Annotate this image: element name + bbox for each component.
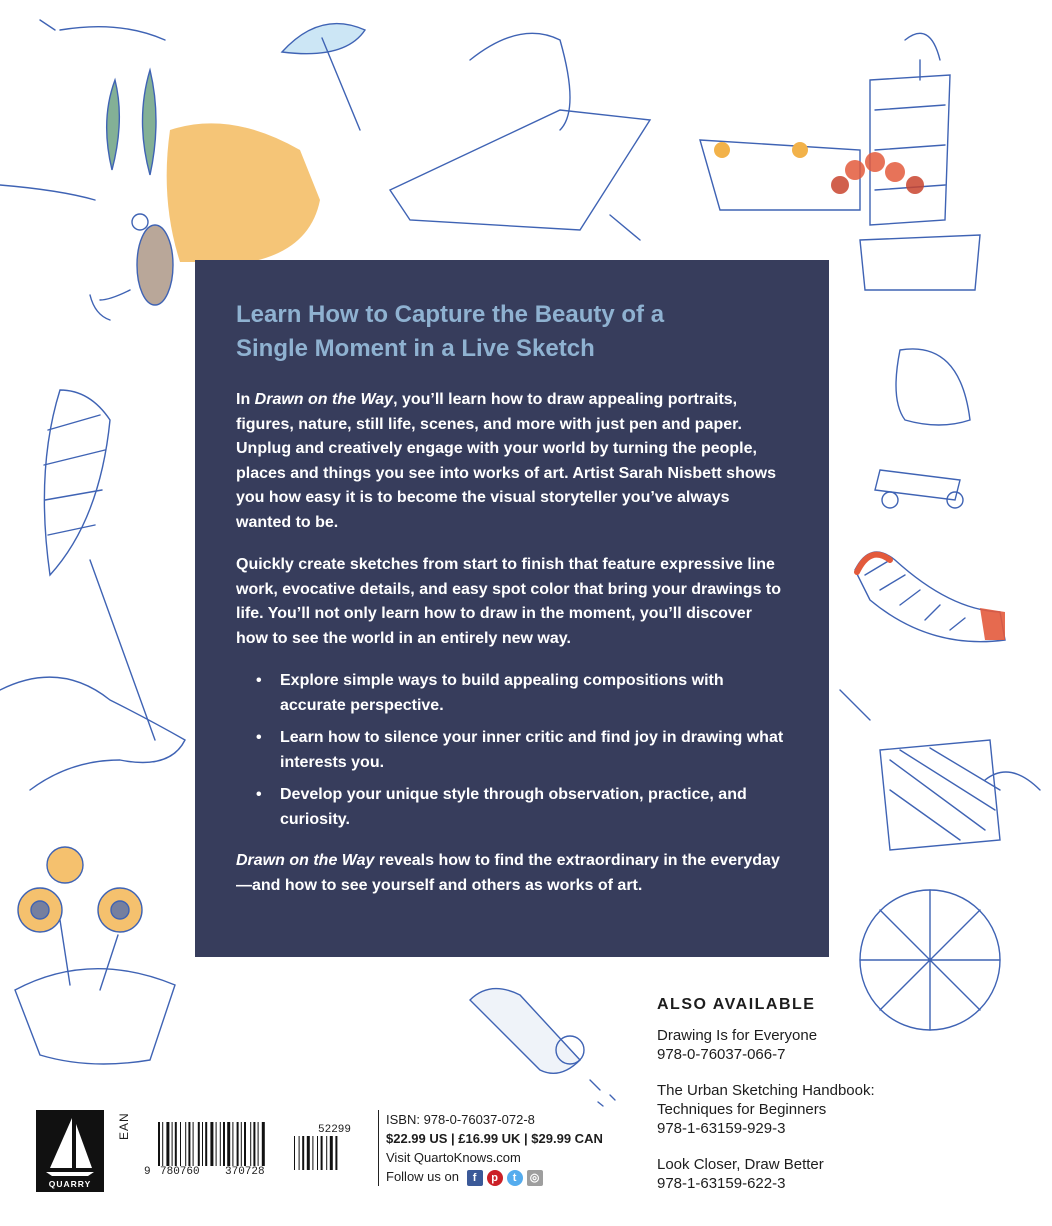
related-book-title: Look Closer, Draw Better xyxy=(657,1156,824,1173)
website-text: Visit QuartoKnows.com xyxy=(386,1150,521,1165)
barcode-addon-bar xyxy=(307,1136,310,1170)
barcode-right-digits: 370728 xyxy=(225,1166,265,1178)
bullet-dot: • xyxy=(256,672,262,689)
social-icons xyxy=(467,1170,543,1186)
bullet-item xyxy=(256,726,788,775)
follow-row xyxy=(386,1167,656,1186)
bullet-item xyxy=(256,669,788,718)
barcode-bar xyxy=(175,1122,177,1166)
barcode-addon-bar xyxy=(302,1136,304,1170)
intro-paragraph xyxy=(236,388,788,535)
barcode-addon-bar xyxy=(312,1136,313,1170)
barcode-addon-bar xyxy=(294,1136,295,1170)
barcode-bar xyxy=(210,1122,213,1166)
barcode-addon-bar xyxy=(326,1136,327,1170)
barcode-bar xyxy=(220,1122,221,1166)
related-book xyxy=(657,1081,1037,1138)
bullet-text: Explore simple ways to build appealing compositions with accurate perspective. xyxy=(280,672,724,714)
barcode-addon-bar xyxy=(317,1136,318,1170)
related-book xyxy=(657,1026,1037,1064)
intro-rest: , you’ll learn how to draw appealing portraits, figures, nature, still life, scenes, and more with just pen and paper. Unplug and creatively engage with your world by turning the people, places and things you see into works of art. Artist Sarah Nisbett shows you how easy it is to become the visual storyteller you’ve always wanted to be. xyxy=(236,391,776,531)
closing-book-title: Drawn on the Way xyxy=(236,852,375,869)
also-available-heading: ALSO AVAILABLE xyxy=(657,996,816,1013)
barcode-left-digits: 780760 xyxy=(160,1166,200,1178)
ean-label: EAN xyxy=(117,1112,131,1140)
barcode-bar xyxy=(162,1122,163,1166)
barcode-addon-bar xyxy=(299,1136,300,1170)
bullet-dot: • xyxy=(256,786,262,803)
headline-line-1: Learn How to Capture the Beauty of a xyxy=(236,301,665,328)
barcode-bar xyxy=(188,1122,190,1166)
barcode-bar xyxy=(232,1122,233,1166)
barcode-addon-bar xyxy=(330,1136,333,1170)
barcode-bar xyxy=(185,1122,186,1166)
barcode-bar xyxy=(223,1122,225,1166)
bullet-text: Develop your unique style through observation, practice, and curiosity. xyxy=(280,786,747,828)
instagram-icon[interactable]: ◎ xyxy=(527,1170,543,1186)
quarry-logo xyxy=(36,1110,104,1192)
bullet-dot: • xyxy=(256,729,262,746)
bullet-list xyxy=(236,669,788,832)
barcode-bar xyxy=(202,1122,203,1166)
related-book-isbn: 978-1-63159-929-3 xyxy=(657,1120,786,1137)
also-available-section xyxy=(657,996,1037,1210)
barcode-addon-bar xyxy=(335,1136,337,1170)
barcode-addon-bar xyxy=(321,1136,323,1170)
barcode-bar xyxy=(262,1122,265,1166)
barcode-bar xyxy=(205,1122,207,1166)
related-book-isbn: 978-0-76037-066-7 xyxy=(657,1046,786,1063)
barcode-lead-digit: 9 xyxy=(144,1166,151,1178)
twitter-icon[interactable]: t xyxy=(507,1170,523,1186)
closing-rest: reveals how to find the extraordinary in the everyday—and how to see yourself and others as works of art. xyxy=(236,852,780,894)
price-block xyxy=(378,1110,656,1186)
isbn-text: ISBN: 978-0-76037-072-8 xyxy=(386,1112,535,1127)
related-book-title: Drawing Is for Everyone xyxy=(657,1027,818,1044)
barcode-bar xyxy=(253,1122,255,1166)
price-text: $22.99 US | £16.99 UK | $29.99 CAN xyxy=(386,1131,603,1146)
barcode-bar xyxy=(158,1122,160,1166)
related-book xyxy=(657,1155,1037,1193)
intro-book-title: Drawn on the Way xyxy=(254,391,394,408)
panel-headline xyxy=(236,298,788,366)
feature-paragraph: Quickly create sketches from start to finish that feature expressive line work, evocative details, and easy spot color that bring your drawings to life. You’ll not only learn how to draw in the moment, you’ll discover how to see the world in an entirely new way. xyxy=(236,556,782,647)
barcode-bar xyxy=(237,1122,239,1166)
closing-paragraph xyxy=(236,849,788,898)
barcode-bar xyxy=(172,1122,173,1166)
bullet-text: Learn how to silence your inner critic and find joy in drawing what interests you. xyxy=(280,729,784,771)
pinterest-icon[interactable]: p xyxy=(487,1170,503,1186)
barcode-bar xyxy=(258,1122,259,1166)
follow-text: Follow us on xyxy=(386,1169,459,1184)
related-book-isbn: 978-1-63159-622-3 xyxy=(657,1175,786,1192)
barcode-bar xyxy=(216,1122,217,1166)
related-book-title: The Urban Sketching Handbook: Techniques for Beginners xyxy=(657,1082,875,1118)
barcode-bar xyxy=(193,1122,194,1166)
bullet-item xyxy=(256,783,788,832)
barcode-bar xyxy=(180,1122,181,1166)
logo-text: QUARRY xyxy=(48,1179,92,1189)
barcode-bar xyxy=(166,1122,169,1166)
headline-line-2: Single Moment in a Live Sketch xyxy=(236,335,595,362)
facebook-icon[interactable]: f xyxy=(467,1170,483,1186)
description-panel xyxy=(195,260,829,957)
barcode-bar xyxy=(241,1122,242,1166)
barcode-bar xyxy=(250,1122,251,1166)
barcode-addon-digits: 52299 xyxy=(318,1124,352,1136)
barcode-bar xyxy=(227,1122,230,1166)
intro-start: In xyxy=(236,391,255,408)
barcode-bar xyxy=(244,1122,246,1166)
barcode-bar xyxy=(198,1122,200,1166)
